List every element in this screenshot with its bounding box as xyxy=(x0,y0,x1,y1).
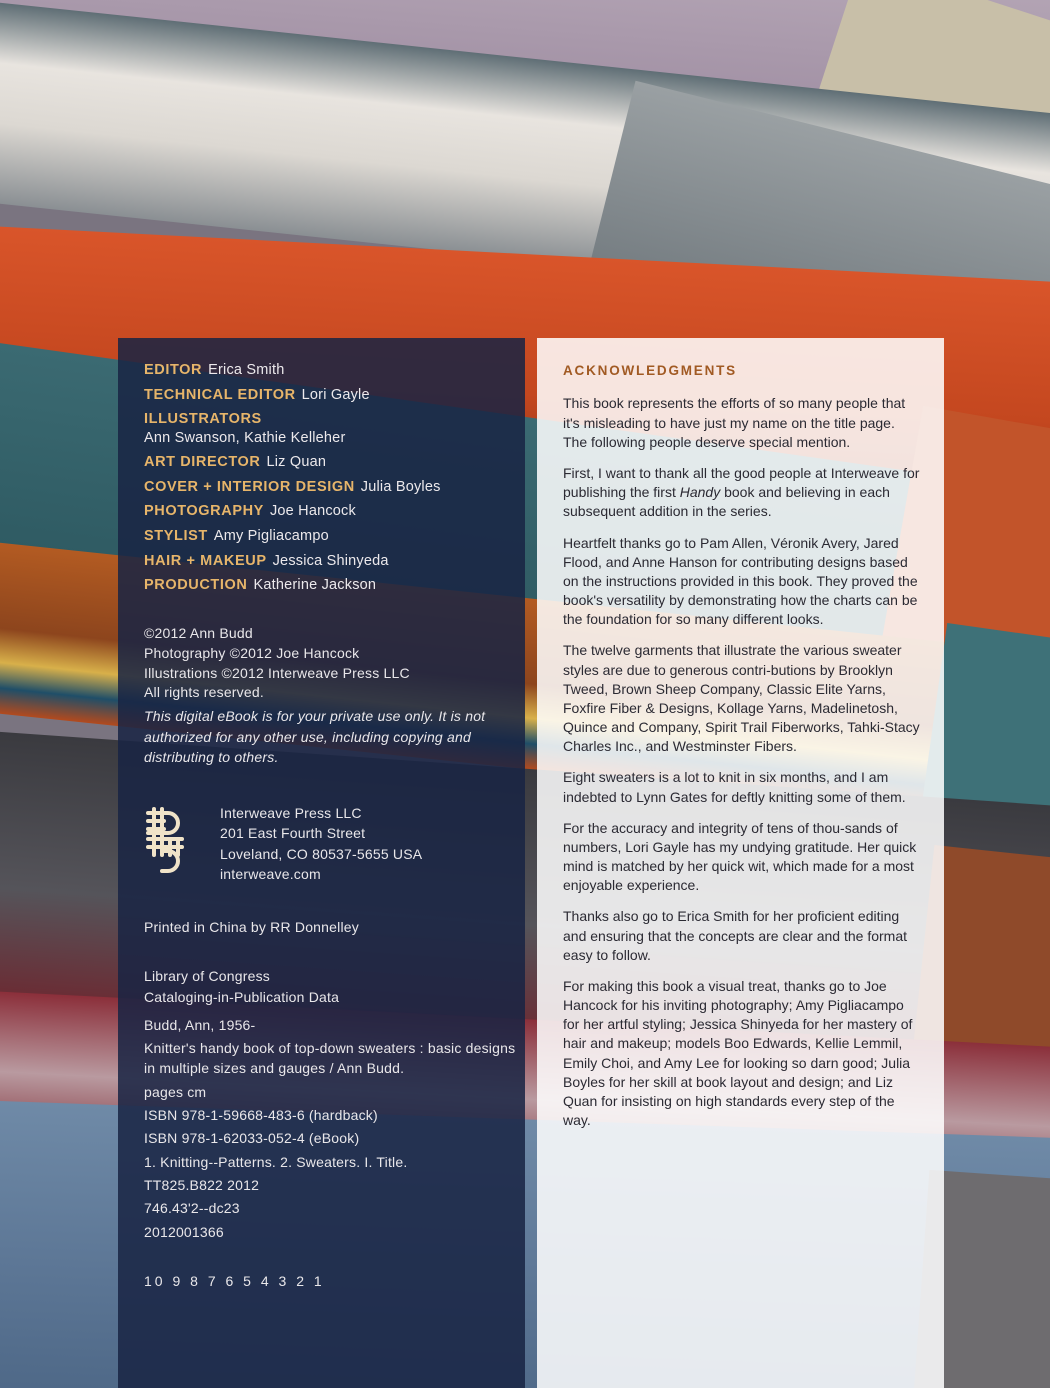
publisher-website: interweave.com xyxy=(220,866,321,883)
publisher-address xyxy=(220,803,422,884)
credit-name: Jessica Shinyeda xyxy=(272,552,389,569)
publisher-block xyxy=(144,803,525,884)
copyright-block xyxy=(144,624,525,767)
credit-design xyxy=(144,477,525,498)
credit-role: EDITOR xyxy=(144,362,203,378)
credit-name: Ann Swanson, Kathie Kelleher xyxy=(144,429,346,446)
credit-name: Lori Gayle xyxy=(301,386,370,403)
credit-art-director xyxy=(144,452,525,473)
cip-line: 746.43'2--dc23 xyxy=(144,1200,240,1217)
ack-paragraph: Heartfelt thanks go to Pam Allen, Véronik Avery, Jared Flood, and Anne Hanson for contributing designs based on the instructions provided in this book. They proved the book's versatility by demonstrating how the charts can be the foundation for so many different looks. xyxy=(563,534,918,628)
credit-role: COVER + INTERIOR DESIGN xyxy=(144,478,355,495)
cip-line: pages cm xyxy=(144,1083,207,1100)
ack-paragraph: For the accuracy and integrity of tens of thou-sands of numbers, Lori Gayle has my undying gratitude. Her quick mind is matched by her quick wit, which made for a most enjoyable experience. xyxy=(563,819,917,894)
credit-name: Liz Quan xyxy=(266,454,327,471)
credit-name: Julia Boyles xyxy=(360,478,441,495)
ack-paragraph: Eight sweaters is a lot to knit in six months, and I am indebted to Lynn Gates for deftly knitting some of them. xyxy=(563,769,906,805)
publisher-line: Interweave Press LLC xyxy=(220,805,362,822)
credit-role: PRODUCTION xyxy=(144,577,248,594)
copyright-line: All rights reserved. xyxy=(144,684,264,701)
acknowledgments-panel xyxy=(537,338,944,1388)
cip-line: Knitter's handy book of top-down sweaters : basic designs in multiple sizes and gauges / Ann Budd. xyxy=(144,1040,516,1077)
credit-hair-makeup xyxy=(144,551,525,572)
credit-name: Katherine Jackson xyxy=(253,577,377,594)
copyright-line: Illustrations ©2012 Interweave Press LLC xyxy=(144,664,410,681)
cip-line: ISBN 978-1-62033-052-4 (eBook) xyxy=(144,1130,360,1147)
publisher-line: Loveland, CO 80537-5655 USA xyxy=(220,845,423,862)
credit-role: TECHNICAL EDITOR xyxy=(144,386,296,403)
cip-line: Budd, Ann, 1956- xyxy=(144,1016,256,1033)
acknowledgments-title: ACKNOWLEDGMENTS xyxy=(563,363,737,378)
credit-role: HAIR + MAKEUP xyxy=(144,552,267,569)
credit-role: PHOTOGRAPHY xyxy=(144,503,264,520)
cip-line: TT825.B822 2012 xyxy=(144,1176,260,1193)
publisher-line: 201 East Fourth Street xyxy=(220,825,366,842)
ebook-notice: This digital eBook is for your private use only. It is not authorized for any other use, including copying and distributing to others. xyxy=(144,708,486,765)
ack-paragraph: This book represents the efforts of so many people that it's misleading to have just my name on the title page. The following people deserve special mention. xyxy=(563,395,906,450)
ack-book-title: Handy xyxy=(679,484,721,501)
credit-illustrators xyxy=(144,409,525,448)
credits-panel xyxy=(118,338,525,1388)
credit-stylist xyxy=(144,526,525,547)
interweave-logo-icon xyxy=(144,807,186,875)
ack-text: book and believing in each subsequent addition in the series. xyxy=(563,484,890,520)
cip-line: 1. Knitting--Patterns. 2. Sweaters. I. Title. xyxy=(144,1153,408,1170)
ack-paragraph: The twelve garments that illustrate the various sweater styles are due to generous contri-butions by Brooklyn Tweed, Brown Sheep Company, Classic Elite Yarns, Foxfire Fiber & Designs, Kollage Yarns, Madelinetosh, Quince and Company, Spirit Trail Fiberworks, Tahki-Stacy Charles Inc., and Westminster Fibers. xyxy=(563,642,920,755)
credit-role: ILLUSTRATORS xyxy=(144,411,262,428)
cip-lines xyxy=(144,1015,525,1242)
credit-editor xyxy=(144,360,525,381)
credit-photography xyxy=(144,501,525,522)
credit-role: STYLIST xyxy=(144,528,208,545)
ack-paragraph: For making this book a visual treat, thanks go to Joe Hancock for his inviting photography; Amy Pigliacampo for her artful styling; Jessica Shinyeda for her mastery of hair and makeup; models Boo Edwards, Kellie Lemmil, Emily Choi, and Amy Lee for looking so darn good; Julia Boyles for her skill at book layout and design; and Liz Quan for insisting on high standards every step of the way. xyxy=(563,977,913,1129)
cip-line: ISBN 978-1-59668-483-6 (hardback) xyxy=(144,1107,378,1124)
credit-name: Amy Pigliacampo xyxy=(213,528,329,545)
ack-paragraph: Thanks also go to Erica Smith for her proficient editing and ensuring that the concepts are clear and the format easy to follow. xyxy=(563,908,907,963)
cip-header: Library of Congress xyxy=(144,968,270,985)
credit-name: Erica Smith xyxy=(208,362,285,378)
ack-text: First, I want to thank all the good people at Interweave for publishing the first xyxy=(563,465,920,501)
printed-in: Printed in China by RR Donnelley xyxy=(144,919,359,936)
cip-line: 2012001366 xyxy=(144,1223,224,1240)
credit-role: ART DIRECTOR xyxy=(144,454,261,471)
cip-data xyxy=(144,966,525,1242)
copyright-line: Photography ©2012 Joe Hancock xyxy=(144,644,360,661)
cip-header: Cataloging-in-Publication Data xyxy=(144,988,340,1005)
printing-number-line: 10 9 8 7 6 5 4 3 2 1 xyxy=(144,1272,325,1289)
credit-name: Joe Hancock xyxy=(269,503,356,520)
ack-paragraph xyxy=(563,464,922,522)
copyright-line: ©2012 Ann Budd xyxy=(144,624,253,641)
credit-production xyxy=(144,575,525,596)
credit-technical-editor xyxy=(144,385,525,406)
